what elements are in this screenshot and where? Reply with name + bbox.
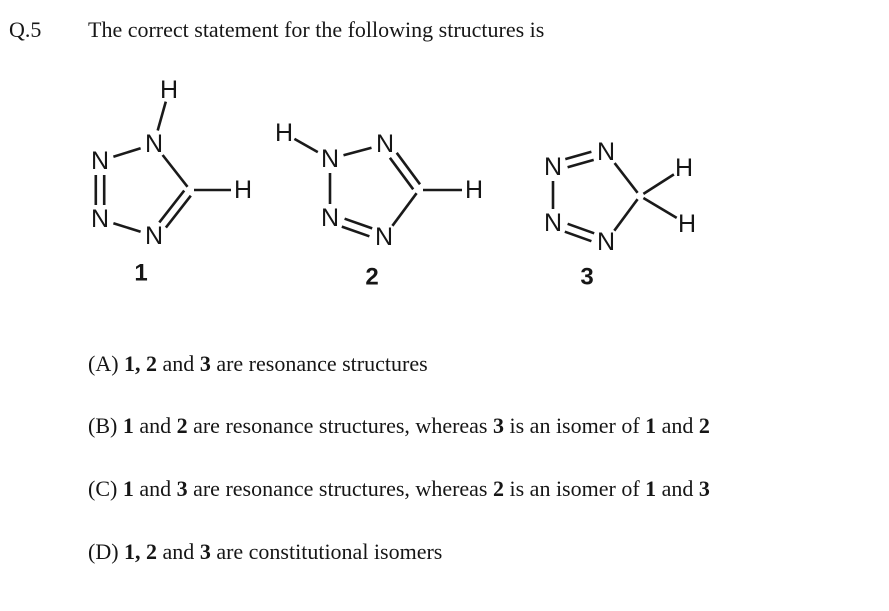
- option-text: and: [133, 476, 177, 501]
- option-text: are resonance structures: [210, 351, 428, 376]
- option-structure-ref: 1: [122, 413, 134, 438]
- option-text: and: [656, 476, 699, 501]
- option-structure-ref: 2: [698, 413, 710, 438]
- option-text: are resonance structures, whereas: [187, 413, 493, 438]
- double-bond-line: [568, 160, 594, 167]
- single-bond-line: [113, 148, 140, 157]
- atom-label-H: H: [674, 154, 694, 182]
- atom-label-H: H: [274, 119, 294, 147]
- option-structure-ref: 3: [176, 476, 188, 501]
- single-bond-line: [158, 102, 166, 131]
- option-C: [88, 475, 710, 503]
- atom-label-H: H: [464, 176, 484, 204]
- option-structure-ref: 2: [493, 476, 504, 501]
- question-prompt: The correct statement for the following structures is: [88, 17, 545, 42]
- structure-3: [544, 138, 696, 291]
- double-bond-line: [159, 191, 184, 223]
- option-structure-ref: 1, 2: [124, 539, 158, 564]
- option-structure-ref: 3: [199, 351, 211, 376]
- atom-label-H: H: [159, 76, 179, 104]
- atom-label-N: N: [90, 147, 110, 175]
- structure-number-label: 3: [580, 263, 594, 291]
- option-text: (B): [88, 413, 123, 438]
- atom-label-N: N: [596, 138, 616, 166]
- atom-label-H: H: [677, 210, 697, 238]
- option-text: (D): [88, 539, 125, 564]
- option-text: and: [133, 413, 177, 438]
- atom-label-N: N: [144, 222, 164, 250]
- atom-label-N: N: [320, 145, 340, 173]
- single-bond-line: [163, 155, 188, 187]
- option-structure-ref: 1: [645, 413, 657, 438]
- option-text: and: [157, 539, 200, 564]
- single-bond-line: [294, 139, 317, 152]
- structure-1: [91, 76, 252, 287]
- atom-label-N: N: [144, 130, 164, 158]
- atom-label-N: N: [543, 153, 563, 181]
- atom-label-N: N: [596, 228, 616, 256]
- option-A: [88, 350, 428, 378]
- double-bond-line: [568, 224, 595, 234]
- atom-label-N: N: [375, 130, 395, 158]
- option-structure-ref: 1: [645, 476, 657, 501]
- double-bond-line: [565, 232, 592, 242]
- single-bond-line: [344, 148, 372, 156]
- option-structure-ref: 1: [122, 476, 134, 501]
- single-bond-line: [392, 193, 416, 226]
- atom-label-H: H: [233, 176, 253, 204]
- atom-label-N: N: [90, 205, 110, 233]
- atom-label-N: N: [374, 223, 394, 251]
- atom-label-N: N: [320, 204, 340, 232]
- option-text: are constitutional isomers: [210, 539, 443, 564]
- double-bond-line: [345, 219, 373, 229]
- option-structure-ref: 3: [698, 476, 710, 501]
- option-text: and: [157, 351, 200, 376]
- option-structure-ref: 3: [493, 413, 504, 438]
- structure-2: [275, 119, 483, 291]
- single-bond-line: [643, 198, 676, 218]
- structure-number-label: 2: [365, 263, 379, 291]
- option-text: (A): [88, 351, 125, 376]
- double-bond-line: [397, 153, 420, 185]
- option-text: is an isomer of: [504, 413, 646, 438]
- single-bond-line: [614, 199, 637, 231]
- option-text: are resonance structures, whereas: [187, 476, 493, 501]
- single-bond-line: [113, 223, 140, 232]
- option-text: and: [656, 413, 699, 438]
- option-structure-ref: 3: [199, 539, 211, 564]
- single-bond-line: [615, 163, 638, 193]
- double-bond-line: [166, 196, 191, 228]
- structure-number-label: 1: [134, 259, 148, 287]
- single-bond-line: [643, 174, 674, 194]
- double-bond-line: [342, 227, 370, 237]
- double-bond-line: [565, 152, 591, 159]
- option-structure-ref: 1, 2: [124, 351, 158, 376]
- option-D: [88, 538, 442, 566]
- option-B: [88, 412, 710, 440]
- question-number: Q.5: [9, 17, 42, 42]
- option-text: is an isomer of: [504, 476, 646, 501]
- double-bond-line: [390, 158, 413, 190]
- atom-label-N: N: [543, 209, 563, 237]
- option-text: (C): [88, 476, 123, 501]
- option-structure-ref: 2: [176, 413, 188, 438]
